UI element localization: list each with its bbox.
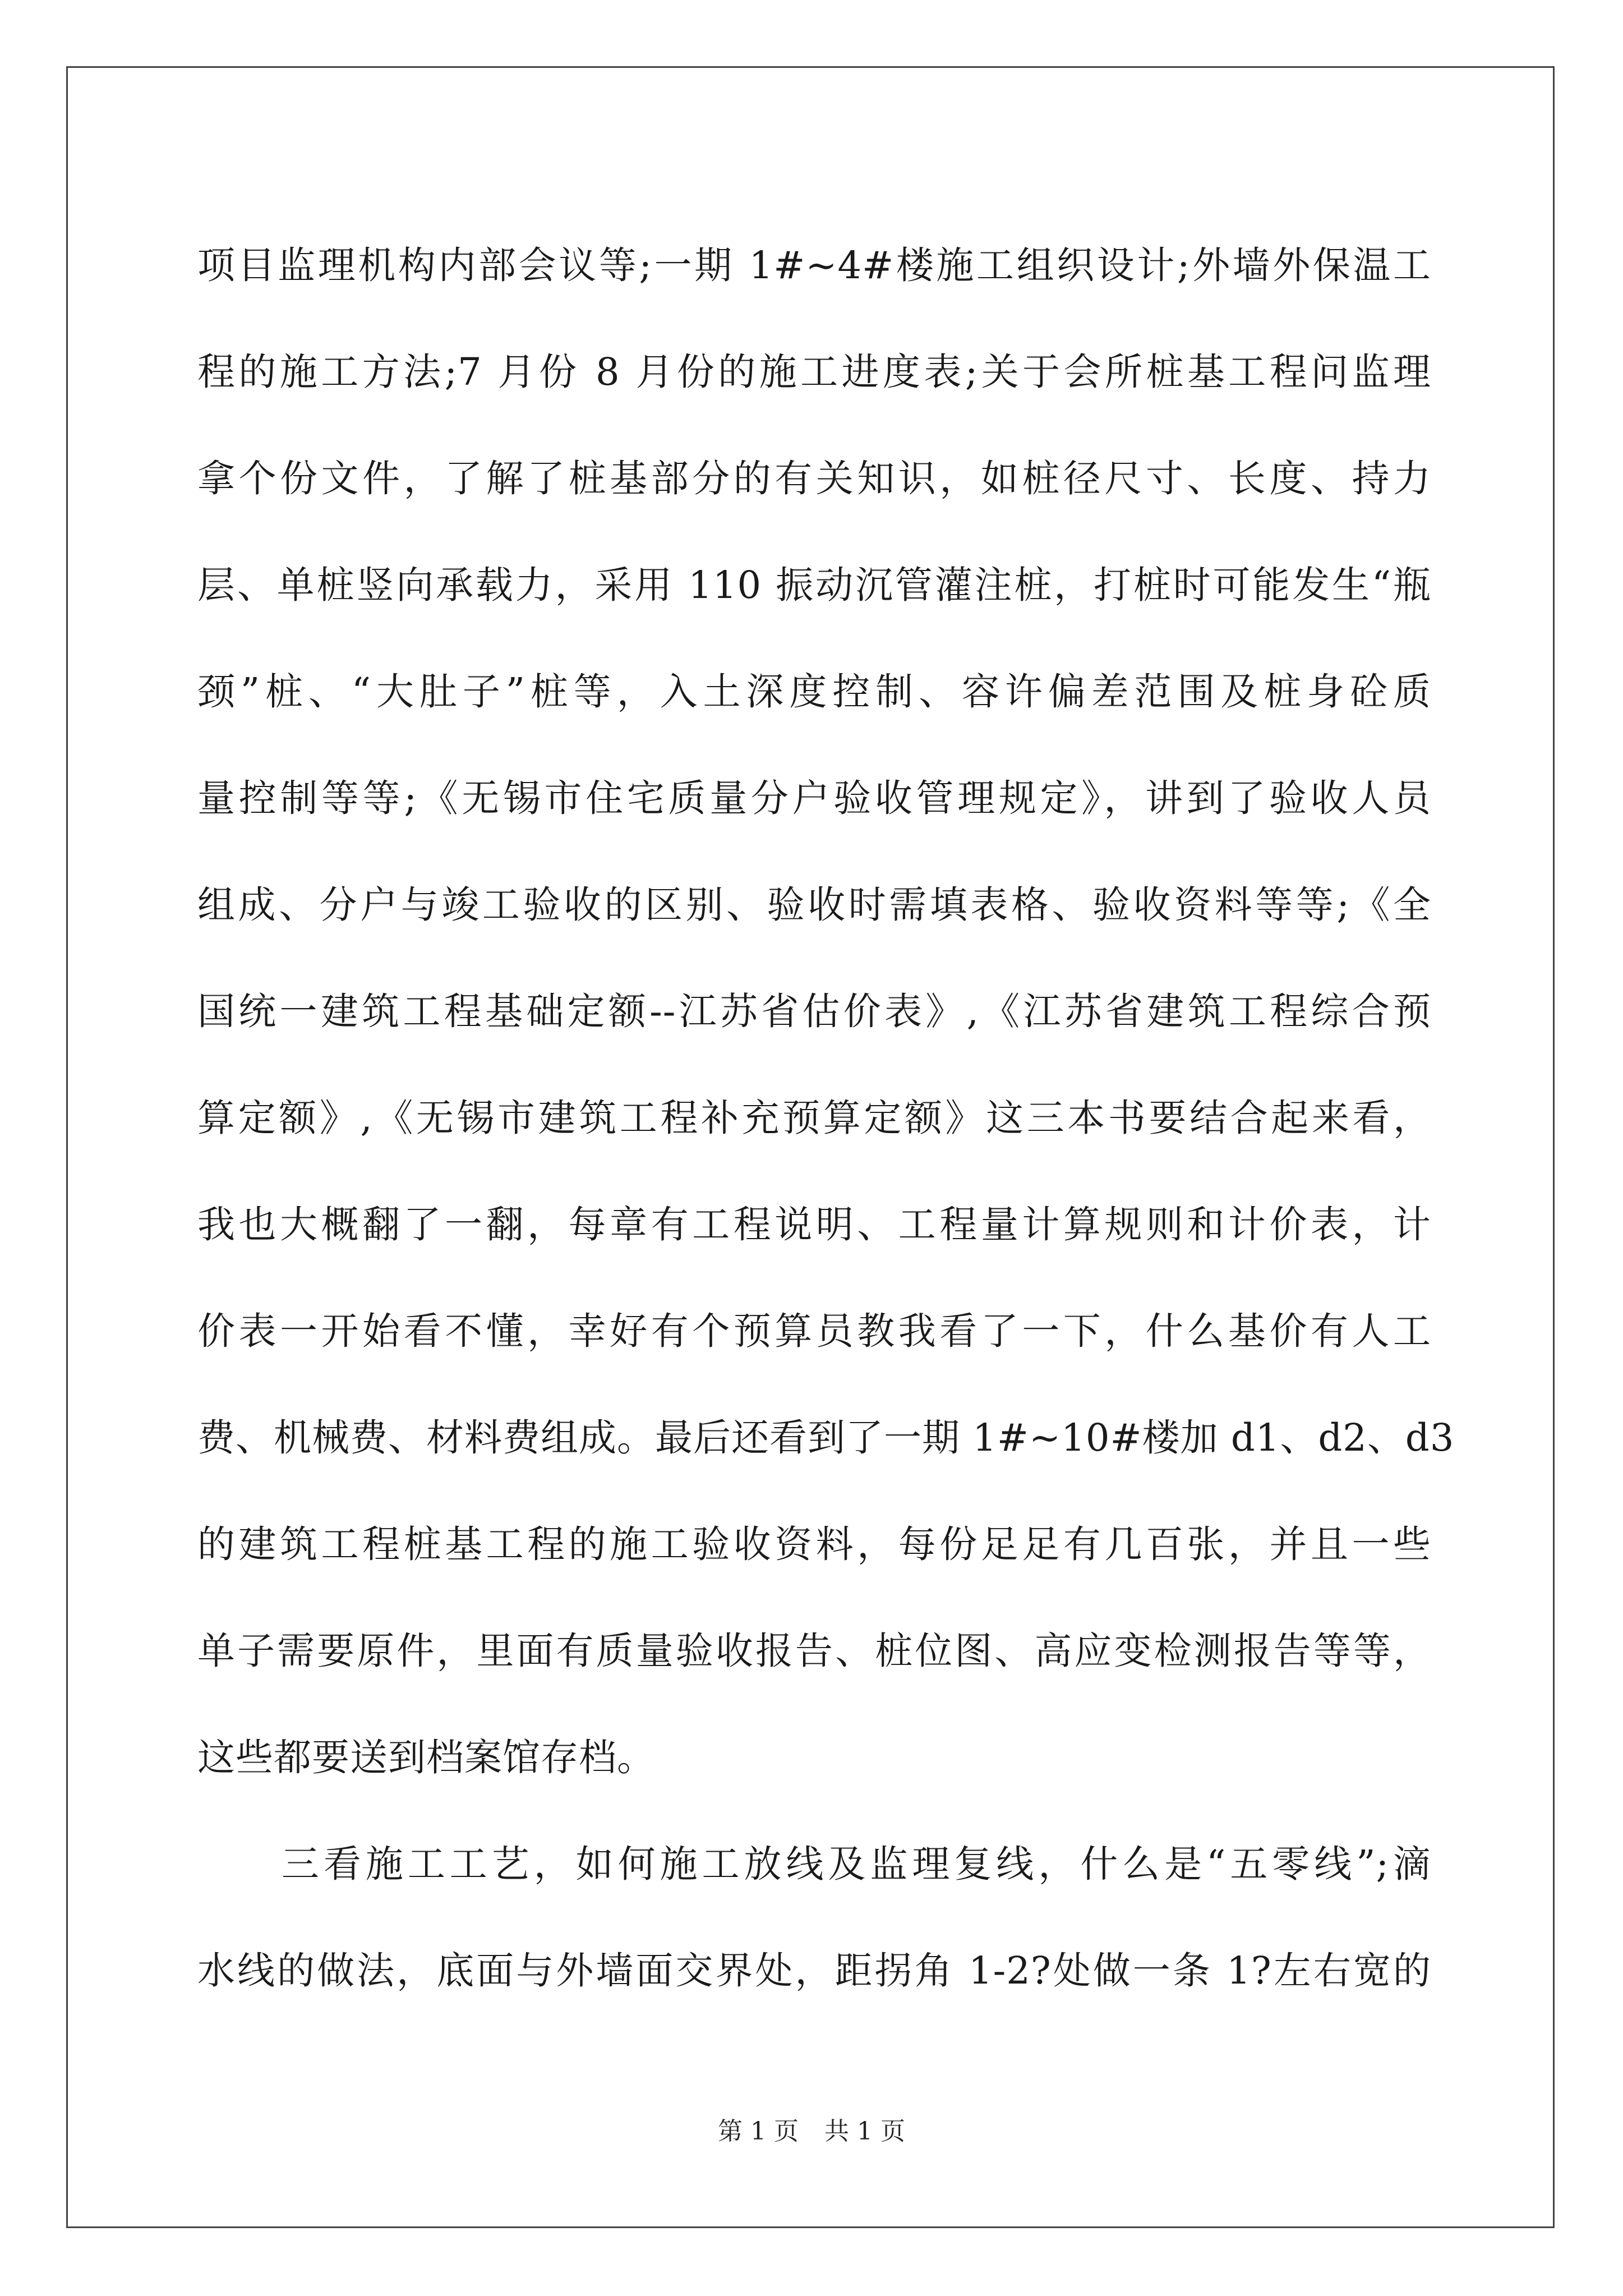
text-line: 拿个份文件，了解了桩基部分的有关知识，如桩径尺寸、长度、持力 xyxy=(197,457,1431,500)
document-body xyxy=(197,212,1455,2024)
text-line: 量控制等等;《无锡市住宅质量分户验收管理规定》，讲到了验收人员 xyxy=(197,776,1431,820)
text-line: 的建筑工程桩基工程的施工验收资料，每份足足有几百张，并且一些 xyxy=(197,1522,1431,1566)
text-line: 层、单桩竖向承载力，采用 110 振动沉管灌注桩，打桩时可能发生“瓶 xyxy=(197,563,1431,607)
text-line: 我也大概翻了一翻，每章有工程说明、工程量计算规则和计价表，计 xyxy=(197,1203,1431,1246)
text-line: 水线的做法，底面与外墙面交界处，距拐角 1-2?处做一条 1?左右宽的 xyxy=(197,1949,1431,1993)
text-line: 程的施工方法;7 月份 8 月份的施工进度表;关于会所桩基工程问监理 xyxy=(197,350,1431,394)
text-line: 项目监理机构内部会议等;一期 1#~4#楼施工组织设计;外墙外保温工 xyxy=(197,243,1431,287)
text-line: 单子需要原件，里面有质量验收报告、桩位图、高应变检测报告等等， xyxy=(197,1629,1431,1673)
page-footer xyxy=(0,2115,1623,2148)
text-line: 价表一开始看不懂，幸好有个预算员教我看了一下，什么基价有人工 xyxy=(197,1309,1431,1353)
page-number: 第 1 页 xyxy=(718,2117,799,2146)
text-line: 组成、分户与竣工验收的区别、验收时需填表格、验收资料等等;《全 xyxy=(197,883,1431,927)
text-line: 三看施工工艺，如何施工放线及监理复线，什么是“五零线”;滴 xyxy=(197,1842,1431,1886)
page-total: 共 1 页 xyxy=(824,2117,905,2146)
text-line: 费、机械费、材料费组成。最后还看到了一期 1#~10#楼加 d1、d2、d3 xyxy=(197,1416,1455,1460)
text-line: 国统一建筑工程基础定额--江苏省估价表》,《江苏省建筑工程综合预 xyxy=(197,990,1431,1033)
text-line: 算定额》,《无锡市建筑工程补充预算定额》这三本书要结合起来看， xyxy=(197,1096,1431,1140)
text-line: 这些都要送到档案馆存档。 xyxy=(197,1736,655,1779)
text-line: 颈”桩、“大肚子”桩等，入土深度控制、容许偏差范围及桩身砼质 xyxy=(197,670,1431,714)
